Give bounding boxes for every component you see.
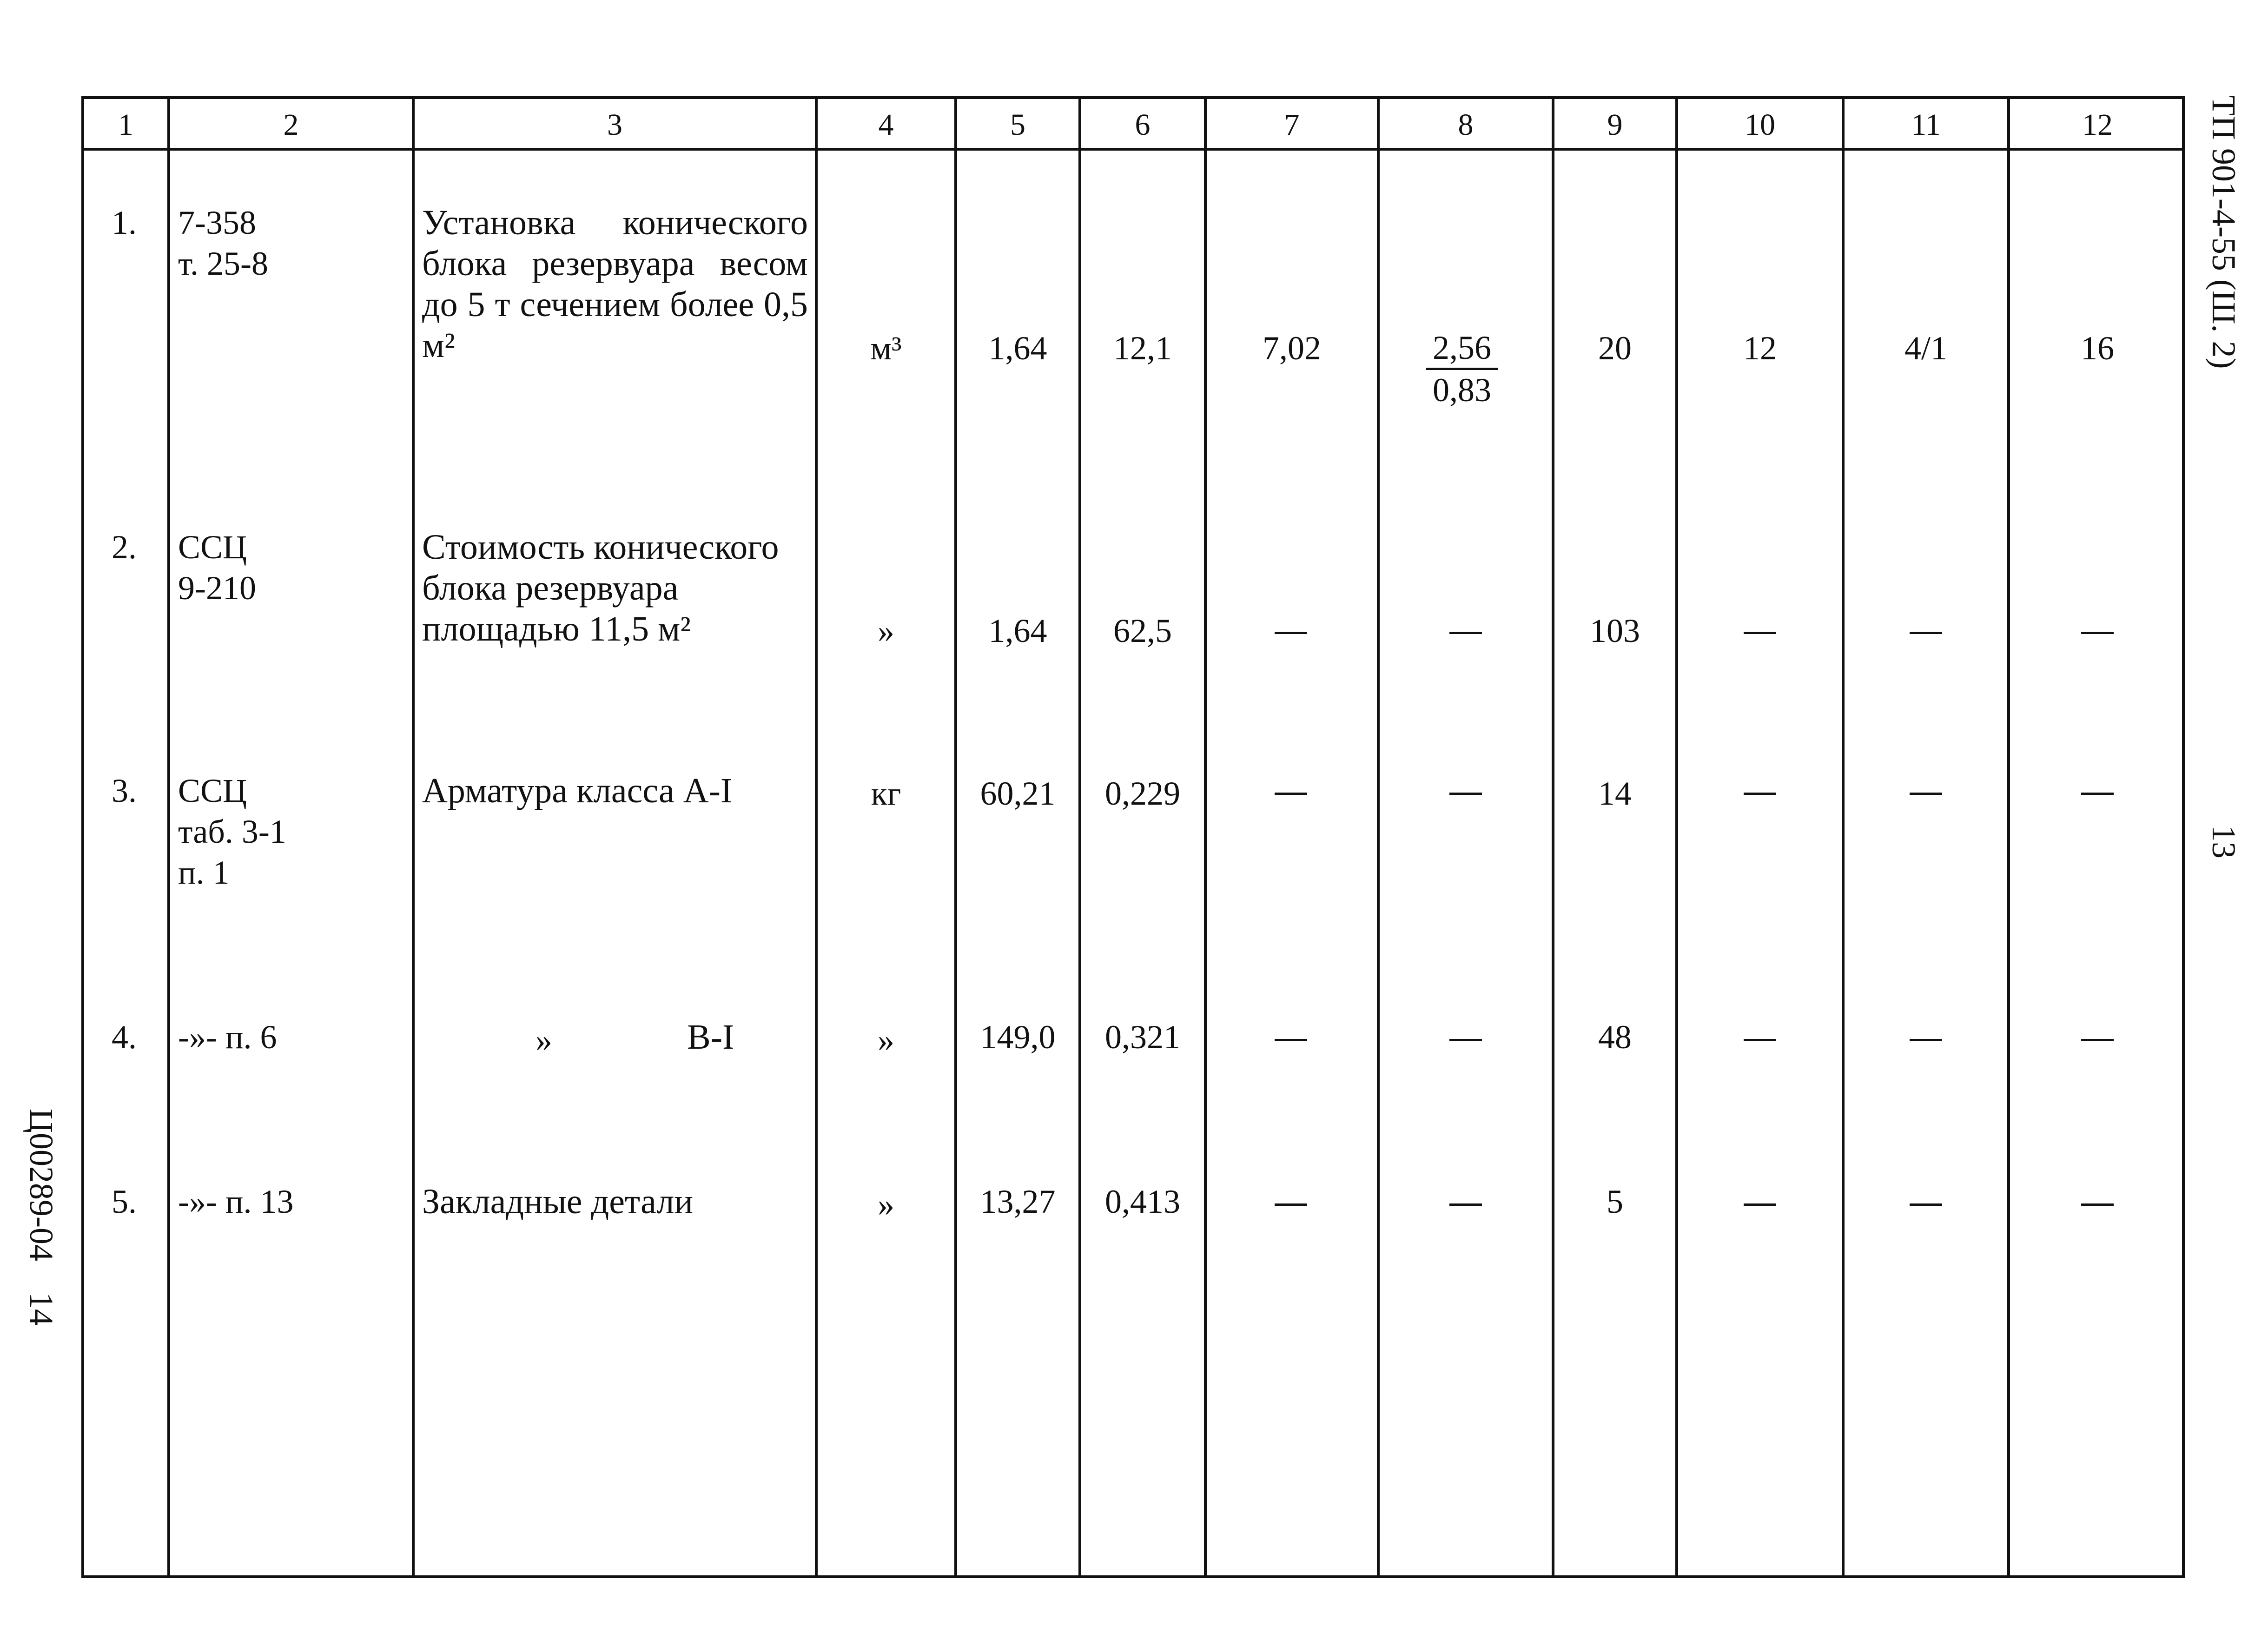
row-code: п. 1	[178, 854, 230, 891]
row-unit: кг	[871, 775, 901, 812]
row-description-class: В-I	[687, 1018, 734, 1057]
header-col-9: 9	[1607, 108, 1623, 142]
row-code: 9-210	[178, 569, 256, 607]
header-col-7: 7	[1284, 108, 1300, 142]
row-code: 7-358	[178, 204, 256, 241]
row-col-10: 12	[1743, 330, 1777, 367]
row-col-5: 1,64	[988, 612, 1047, 649]
table-frame	[81, 96, 2185, 1578]
row-col-5: 13,27	[980, 1183, 1056, 1220]
empty-dash	[1910, 1203, 1942, 1206]
empty-dash	[1910, 632, 1942, 634]
row-description: Установка конического блока резервуара весом до 5 т сечением более 0,5 м²	[422, 203, 808, 365]
header-col-2: 2	[283, 108, 299, 142]
row-description-ditto: »	[536, 1021, 552, 1058]
empty-dash	[1910, 793, 1942, 795]
col-divider	[815, 96, 818, 1578]
col-divider	[954, 96, 957, 1578]
empty-dash	[2081, 1039, 2114, 1041]
row-col-8-fraction	[1426, 328, 1498, 410]
row-col-5: 149,0	[980, 1018, 1056, 1056]
row-col-5: 1,64	[988, 330, 1047, 367]
row-col-5: 60,21	[980, 775, 1056, 812]
fraction-denominator: 0,83	[1433, 371, 1491, 409]
col-divider	[1842, 96, 1845, 1578]
row-col-6: 0,413	[1105, 1183, 1180, 1220]
row-unit: м³	[870, 330, 902, 367]
row-unit: »	[878, 1021, 894, 1058]
row-col-9: 103	[1590, 612, 1640, 649]
row-number: 5.	[112, 1183, 137, 1220]
row-col-9: 5	[1607, 1183, 1623, 1220]
col-divider	[1078, 96, 1081, 1578]
left-page-number: 14	[23, 1292, 60, 1326]
header-col-1: 1	[118, 108, 133, 142]
side-document-code: ТП 901-4-55 (Ш. 2)	[2205, 95, 2242, 369]
row-code: ССЦ	[178, 772, 247, 809]
header-col-8: 8	[1458, 108, 1474, 142]
row-col-6: 12,1	[1113, 330, 1172, 367]
empty-dash	[1275, 1039, 1307, 1041]
empty-dash	[1449, 632, 1482, 634]
empty-dash	[1744, 1203, 1776, 1206]
row-col-11: 4/1	[1904, 330, 1947, 367]
left-document-code: Ц00289-04	[23, 1109, 60, 1261]
empty-dash	[1744, 793, 1776, 795]
row-number: 4.	[112, 1018, 137, 1056]
empty-dash	[1744, 632, 1776, 634]
col-divider	[1204, 96, 1207, 1578]
side-page-number: 13	[2205, 825, 2242, 859]
row-col-6: 62,5	[1113, 612, 1172, 649]
header-divider	[81, 148, 2185, 151]
col-divider	[412, 96, 415, 1578]
empty-dash	[2081, 793, 2114, 795]
row-number: 2.	[112, 529, 137, 566]
empty-dash	[2081, 1203, 2114, 1206]
empty-dash	[1910, 1039, 1942, 1041]
header-col-12: 12	[2082, 108, 2113, 142]
row-number: 3.	[112, 772, 137, 809]
fraction-numerator: 2,56	[1426, 328, 1498, 370]
header-col-11: 11	[1911, 108, 1941, 142]
header-col-6: 6	[1135, 108, 1151, 142]
row-col-7: 7,02	[1263, 330, 1321, 367]
empty-dash	[1744, 1039, 1776, 1041]
row-col-9: 14	[1598, 775, 1632, 812]
row-col-12: 16	[2081, 330, 2114, 367]
row-description: Арматура класса А-I	[422, 771, 733, 810]
empty-dash	[1449, 793, 1482, 795]
row-col-9: 48	[1598, 1018, 1632, 1056]
empty-dash	[1275, 1203, 1307, 1206]
empty-dash	[1275, 632, 1307, 634]
row-unit: »	[878, 612, 894, 649]
row-description: Закладные детали	[422, 1182, 694, 1221]
row-unit: »	[878, 1186, 894, 1223]
empty-dash	[1275, 793, 1307, 795]
header-col-3: 3	[607, 108, 622, 142]
col-divider	[2007, 96, 2010, 1578]
row-code: таб. 3-1	[178, 813, 286, 850]
col-divider	[1377, 96, 1380, 1578]
empty-dash	[2081, 632, 2114, 634]
row-col-6: 0,321	[1105, 1018, 1180, 1056]
row-description: Стоимость конического блока резервуара площадью 11,5 м²	[422, 528, 779, 648]
col-divider	[1552, 96, 1554, 1578]
row-code: -»- п. 6	[178, 1018, 277, 1056]
header-col-4: 4	[878, 108, 894, 142]
col-divider	[167, 96, 170, 1578]
row-col-6: 0,229	[1105, 775, 1180, 812]
row-code: -»- п. 13	[178, 1183, 294, 1220]
row-col-9: 20	[1598, 330, 1632, 367]
col-divider	[1675, 96, 1678, 1578]
row-code: т. 25-8	[178, 245, 269, 282]
header-col-5: 5	[1010, 108, 1025, 142]
row-code: ССЦ	[178, 529, 247, 566]
row-number: 1.	[112, 204, 137, 241]
header-col-10: 10	[1745, 108, 1775, 142]
empty-dash	[1449, 1203, 1482, 1206]
empty-dash	[1449, 1039, 1482, 1041]
